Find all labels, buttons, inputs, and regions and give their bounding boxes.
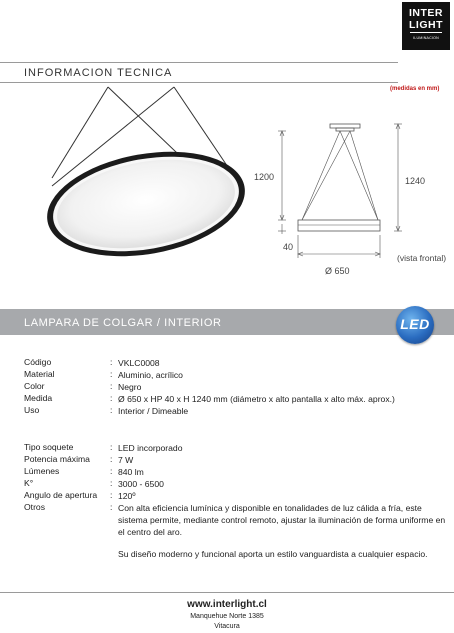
footer-web-link[interactable]: www.interlight.cl: [187, 599, 267, 610]
spec-value: Con alta eficiencia lumínica y disponible en tonalidades de luz cálida a fría, este sistema permite, mediante control remoto, ajustar la iluminación de forma uniforme en el centro del aro.: [118, 503, 446, 537]
product-type: LAMPARA DE COLGAR / INTERIOR: [24, 317, 222, 329]
spec-sep: :: [110, 466, 113, 476]
spec-label: Medida: [24, 393, 53, 403]
spec-value-extra: Su diseño moderno y funcional aporta un estilo vanguardista a cualquier espacio.: [118, 549, 428, 559]
spec-sep: :: [110, 393, 113, 403]
spec-label: Angulo de apertura: [24, 490, 98, 500]
footer-divider: [0, 592, 454, 593]
spec-label: Otros: [24, 502, 46, 512]
top-divider: [0, 62, 398, 63]
spec-label: Color: [24, 381, 45, 391]
spec-value: 7 W: [118, 455, 134, 465]
dim-shade-depth: 40: [283, 242, 294, 252]
spec-value: 840 lm: [118, 467, 144, 477]
logo-rule: [410, 32, 442, 33]
spec-label: Potencia máxima: [24, 454, 90, 464]
spec-sep: :: [110, 442, 113, 452]
units-note: (medidas en mm): [390, 86, 440, 92]
led-badge-text: LED: [400, 316, 430, 332]
product-photo: [40, 86, 250, 258]
led-badge-icon: [396, 306, 434, 344]
spec-sep: :: [110, 478, 113, 488]
spec-sep: :: [110, 369, 113, 379]
spec-sep: :: [110, 454, 113, 464]
logo-line2: LIGHT: [409, 19, 443, 31]
spec-value: 120º: [118, 491, 136, 501]
logo-line1: INTER: [409, 7, 443, 19]
section-title: INFORMACION TECNICA: [24, 67, 173, 79]
spec-label: Código: [24, 357, 52, 367]
section-divider: [0, 82, 398, 83]
spec-value: 3000 - 6500: [118, 479, 164, 489]
spec-value: LED incorporado: [118, 443, 183, 453]
spec-sep: :: [110, 490, 113, 500]
footer-address: Manquehue Norte 1385: [190, 613, 264, 620]
spec-label: K°: [24, 478, 34, 488]
spec-sep: :: [110, 502, 113, 512]
spec-label: Tipo soquete: [24, 442, 74, 452]
view-label: (vista frontal): [397, 253, 447, 263]
dim-height-max: 1240: [405, 176, 426, 186]
dim-height-shade: 1200: [254, 172, 275, 182]
spec-label: Uso: [24, 405, 40, 415]
spec-value: Negro: [118, 382, 142, 392]
spec-sep: :: [110, 405, 113, 415]
footer-city: Vitacura: [214, 623, 240, 630]
spec-label: Material: [24, 369, 55, 379]
spec-value: Aluminio, acrílico: [118, 370, 183, 380]
dim-diameter: Ø 650: [325, 266, 350, 276]
spec-label: Lúmenes: [24, 466, 60, 476]
logo-line3: ILUMINACION: [413, 36, 439, 40]
interlight-logo: [402, 2, 450, 50]
spec-value: VKLC0008: [118, 358, 160, 368]
spec-value: Ø 650 x HP 40 x H 1240 mm (diámetro x alto pantalla x alto máx. aprox.): [118, 394, 395, 404]
spec-sep: :: [110, 357, 113, 367]
spec-sep: :: [110, 381, 113, 391]
spec-value: Interior / Dimeable: [118, 406, 189, 416]
